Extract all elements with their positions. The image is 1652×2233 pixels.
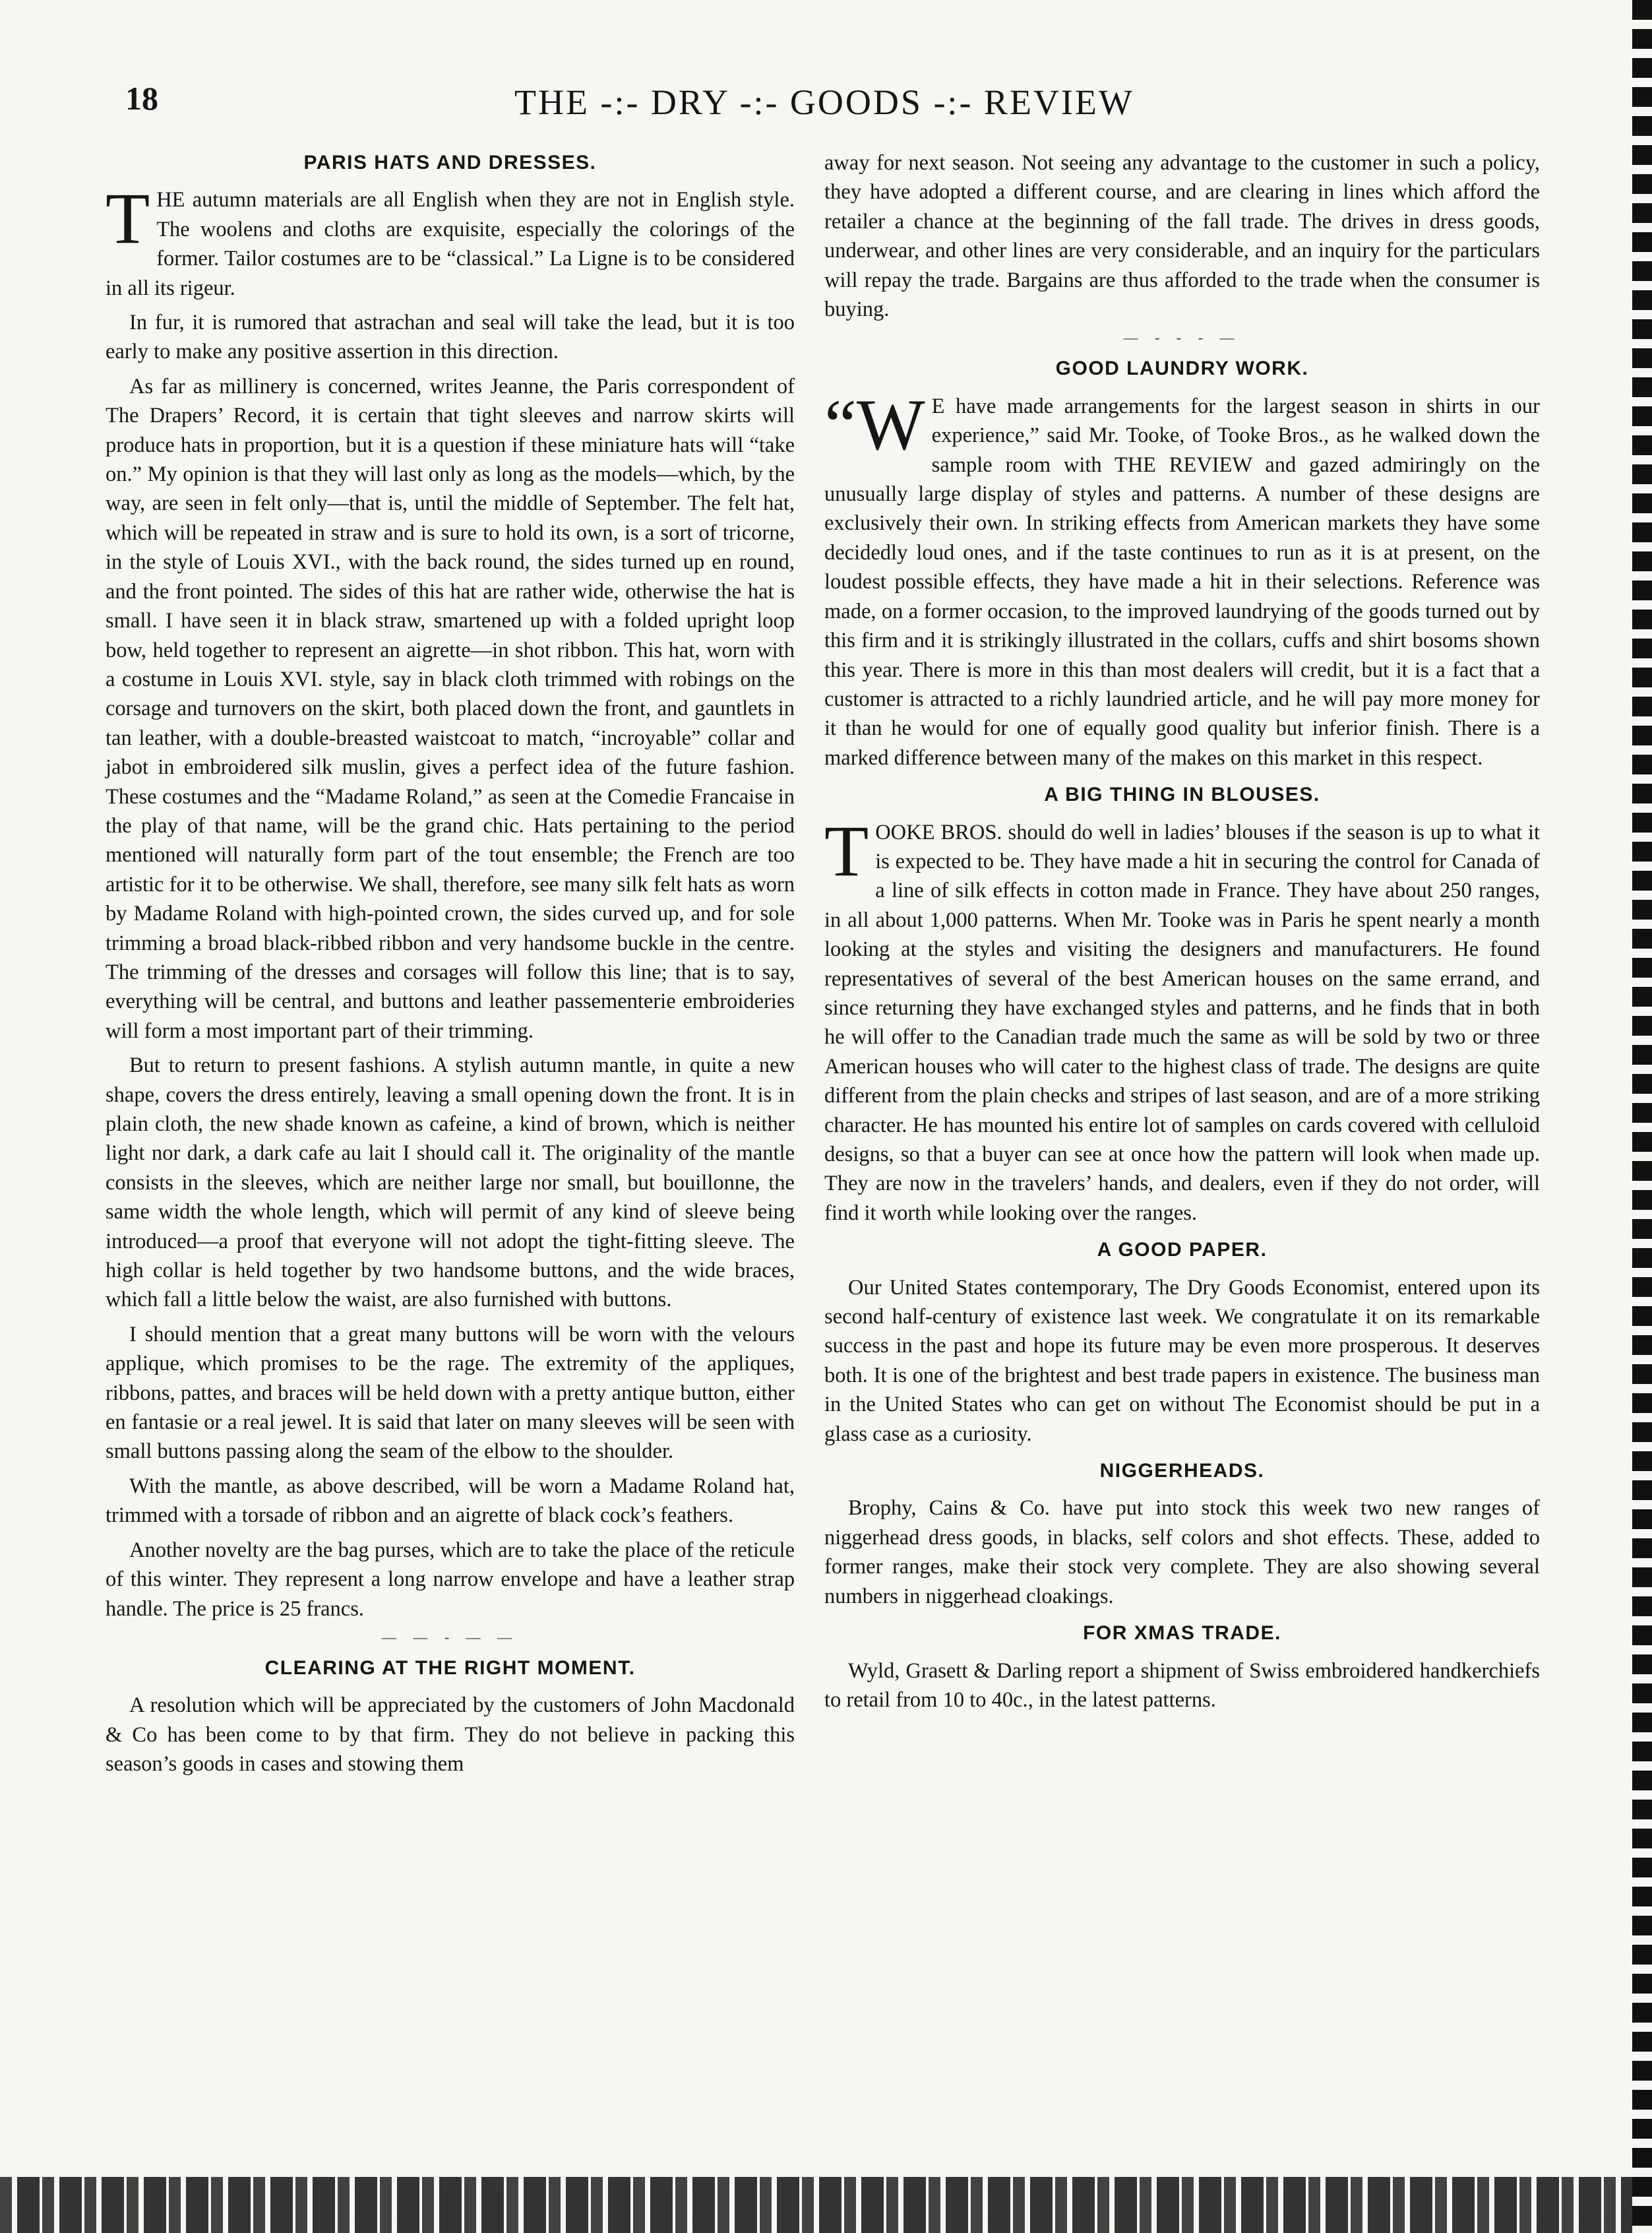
article-heading-niggerheads: NIGGERHEADS.	[1099, 1460, 1265, 1482]
scan-bottom-border	[0, 2177, 1652, 2233]
article-heading-paper: A GOOD PAPER.	[1097, 1239, 1268, 1261]
article-paragraph: THE autumn materials are all English when they are not in English style. The woolens and cloths are exquisite, especially the colorings of the former. Tailor costumes are to be “classical.” La Ligne is to be considered in all its rigeur.	[106, 178, 795, 300]
right-column	[824, 148, 1540, 1720]
article-heading-blouses: A BIG THING IN BLOUSES.	[1044, 784, 1320, 806]
article-paragraph: TOOKE BROS. should do well in ladies’ blouses if the season is up to what it is expected to be. They have made a hit in securing the control for Canada of a line of silk effects in cotton made in France. They have about 250 ranges, in all about 1,000 patterns. When Mr. Tooke was in Paris he spent nearly a month looking at the styles and visiting the designers and manufacturers. He found representatives of several of the best American houses on the same errand, and since returning they have exchanged styles and patterns, and he finds that in both he will offer to the Canadian trade much the same as will be sold by two or three American houses who will cater to the highest class of trade. The designs are quite different from the plain checks and stripes of last season, and are of a more striking character. He has mounted his entire lot of samples on cards covered with celluloid designs, so that a buyer can see at once how the pattern will look when made up. They are now in the travelers’ hands, and dealers, even if they do not order, will find it worth while looking over the ranges.	[824, 810, 1540, 1225]
article-paragraph: “W E have made arrangements for the largest season in shirts in our experience,” said Mr. Tooke, of Tooke Bros., as he walked down the sample room with THE REVIEW and gazed admiringly on the unusually large display of styles and patterns. A number of these designs are exclusively their own. In striking effects from American markets they have some decidedly loud ones, and if the taste continues to run as it is at present, on the loudest possible effects, they have made a hit in their selections. Reference was made, on a former occasion, to the improved laundrying of the goods turned out by this firm and it is strikingly illustrated in the collars, cuffs and shirt bosoms shown this year. There is more in this than most dealers will credit, but it is a fact that a customer is attracted to a richly laundried article, and he will pay more money for it than he would for one of equally good quality but inferior finish. There is a marked difference between many of the makes on this market in this respect.	[824, 384, 1540, 770]
article-paragraph-continued: away for next season. Not seeing any advantage to the customer in such a policy, they have adopted a different course, and are clearing in lines which afford the retailer a chance at the beginning of the fall trade. The drives in dress goods, underwear, and other lines are very considerable, and an inquiry for the particulars will repay the trade. Bargains are thus afforded to the trade when the consumer is buying.	[824, 151, 1540, 322]
article-paragraph: Our United States contemporary, The Dry Goods Economist, entered upon its second half-century of existence last week. We congratulate it on its remarkable success in the past and hope its future may be even more prosperous. It deserves both. It is one of the brightest and best trade papers in existence. The business man in the United States who can get on without The Economist should be put in a glass case as a curiosity.	[824, 1275, 1540, 1446]
article-paragraph: I should mention that a great many buttons will be worn with the velours applique, which promises to be the rage. The extremity of the appliques, ribbons, pattes, and braces will be held down with a pretty antique button, either en fantasie or a real jewel. It is said that later on many sleeves will be seen with small buttons passing along the seam of the elbow to the shoulder.	[106, 1322, 795, 1464]
article-paragraph: Brophy, Cains & Co. have put into stock this week two new ranges of niggerhead dress goods, in blacks, self colors and shot effects. These, added to former ranges, make their stock very complete. They are also showing several numbers in niggerhead cloakings.	[824, 1496, 1540, 1608]
article-paragraph: A resolution which will be appreciated by the customers of John Macdonald & Co has been come to by that firm. They do not believe in packing this season’s goods in cases and stowing them	[106, 1693, 795, 1777]
section-separator: — - - - —	[1123, 329, 1241, 346]
article-heading-clearing: CLEARING AT THE RIGHT MOMENT.	[264, 1656, 636, 1679]
drop-cap: T	[106, 178, 150, 259]
section-separator: — — - — —	[381, 1628, 519, 1645]
article-paragraph: As far as millinery is concerned, writes Jeanne, the Paris correspondent of The Drapers’ Record, it is certain that tight sleeves and narrow skirts will produce hats in proportion, but it is a question if these miniature hats will “take on.” My opinion is that they will last only as long as the models—which, by the way, are seen in felt only—that is, until the middle of September. The felt hat, which will be repeated in straw and is sure to hold its own, is a sort of tricorne, in the style of Louis XVI., with the back round, the sides turned up en round, and the front pointed. The sides of this hat are rather wide, otherwise the hat is small. I have seen it in black straw, smartened up with a folded upright loop bow, held together to represent an aigrette—in shot ribbon. This hat, worn with a costume in Louis XVI. style, say in black cloth trimmed with robings on the corsage and turnovers on the skirt, both placed down the front, and gauntlets in tan leather, with a double-breasted waistcoat to match, “incroyable” collar and jabot in embroidered silk muslin, gives a perfect idea of the future fashion. These costumes and the “Madame Roland,” as seen at the Comedie Francaise in the play of that name, will be the grand chic. Hats pertaining to the period mentioned will naturally form part of the tout ensemble; the French are too artistic for it to be otherwise. We shall, therefore, see many silk felt hats as worn by Madame Roland with high-pointed crown, the sides curved up, and for sole trimming a broad black-ribbed ribbon and very handsome buckle in the centre. The trimming of the dresses and corsages will follow this line; that is to say, everything will be central, and buttons and leather passementerie embroideries will form a most important part of their trimming.	[106, 374, 795, 1043]
article-paragraph: With the mantle, as above described, will be worn a Madame Roland hat, trimmed with a torsade of ribbon and an aigrette of black cock’s feathers.	[106, 1474, 795, 1528]
drop-cap: T	[824, 810, 869, 891]
masthead-title: THE -:- DRY -:- GOODS -:- REVIEW	[514, 82, 1134, 122]
article-paragraph: Another novelty are the bag purses, which are to take the place of the reticule of this winter. They represent a long narrow envelope and have a leather strap handle. The price is 25 francs.	[106, 1538, 795, 1621]
article-paragraph: But to return to present fashions. A stylish autumn mantle, in quite a new shape, covers the dress entirely, leaving a small opening down the front. It is in plain cloth, the new shade known as cafeine, a kind of brown, which is neither light nor dark, a dark cafe au lait I should call it. The originality of the mantle consists in the sleeves, which are neither large nor small, but bouillonne, the same width the whole length, which will permit of any kind of sleeve being introduced—a proof that everyone will not adopt the tight-fitting sleeve. The high collar is held together by two handsome buttons, and the wide braces, which fall a little below the waist, are also furnished with buttons.	[106, 1054, 795, 1312]
article-heading-laundry: GOOD LAUNDRY WORK.	[1055, 358, 1309, 380]
page-number: 18	[125, 80, 158, 117]
drop-cap: “W	[824, 384, 925, 465]
article-heading-xmas: FOR XMAS TRADE.	[1083, 1622, 1281, 1645]
scan-right-edge	[1632, 0, 1652, 2233]
article-paragraph: Wyld, Grasett & Darling report a shipment of Swiss embroidered handkerchiefs to retail from 10 to 40c., in the latest patterns.	[824, 1658, 1540, 1712]
article-heading-paris-hats: PARIS HATS AND DRESSES.	[303, 152, 597, 173]
article-paragraph: In fur, it is rumored that astrachan and seal will take the lead, but it is too early to make any positive assertion in this direction.	[106, 311, 795, 364]
left-column	[106, 148, 795, 1784]
